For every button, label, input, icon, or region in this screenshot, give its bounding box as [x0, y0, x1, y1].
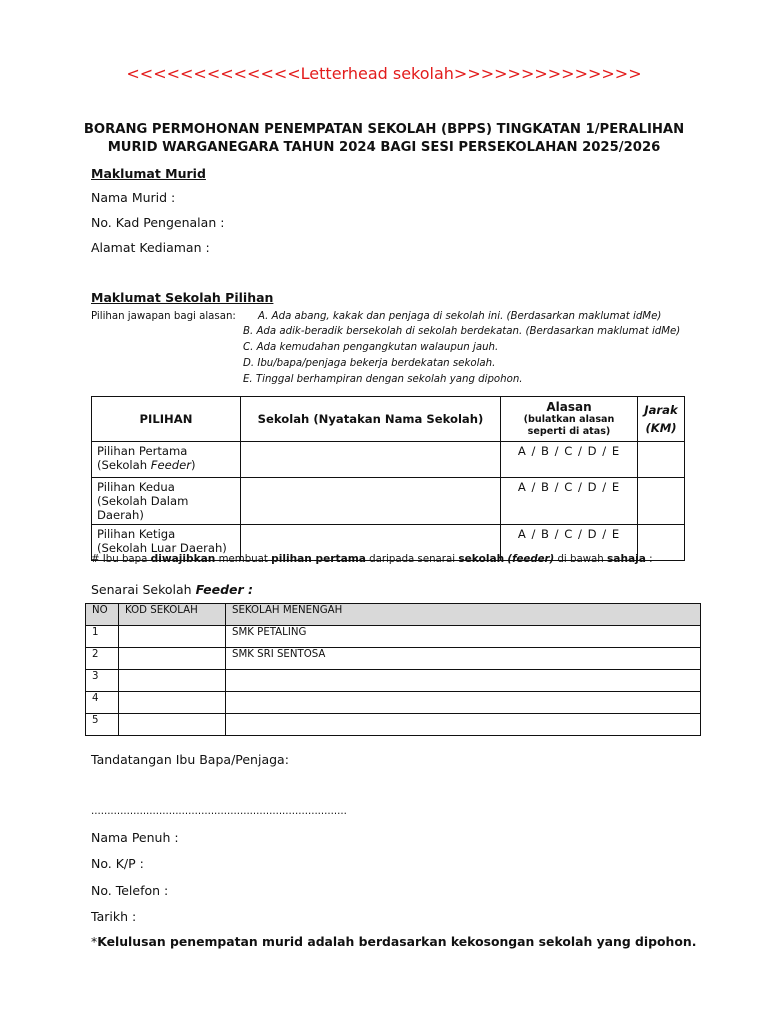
pilihan-name: Pilihan Pertama: [97, 444, 188, 458]
pilihan-type: (Sekolah Dalam Daerah): [97, 494, 189, 522]
alasan-options[interactable]: A / B / C / D / E: [501, 525, 638, 561]
header-sekolah: Sekolah (Nyatakan Nama Sekolah): [241, 397, 501, 442]
form-title-line-1: BORANG PERMOHONAN PENEMPATAN SEKOLAH (BPPS) TINGKATAN 1/PERALIHAN: [83, 122, 685, 137]
header-kod-sekolah: KOD SEKOLAH: [119, 604, 226, 626]
feeder-row: [86, 648, 701, 670]
nama-penuh-field[interactable]: Nama Penuh :: [91, 830, 179, 845]
asterisk-mark: *: [91, 934, 98, 949]
feeder-no: 2: [86, 648, 119, 670]
no-kp-field[interactable]: No. K/P :: [91, 856, 144, 871]
pilihan-name: Pilihan Kedua: [97, 480, 175, 494]
header-no: NO: [86, 604, 119, 626]
pilihan-label: [92, 442, 241, 478]
feeder-header-row: [86, 604, 701, 626]
alasan-options[interactable]: A / B / C / D / E: [501, 478, 638, 525]
feeder-kod[interactable]: [119, 648, 226, 670]
pilihan-type: (Sekolah Luar Daerah): [97, 541, 227, 555]
signature-label: Tandatangan Ibu Bapa/Penjaga:: [91, 752, 289, 767]
section-heading-murid: Maklumat Murid: [91, 166, 206, 181]
sekolah-input-cell[interactable]: [241, 478, 501, 525]
feeder-sekolah[interactable]: [226, 670, 701, 692]
feeder-row: [86, 670, 701, 692]
reason-b: B. Ada adik-beradik bersekolah di sekolah berdekatan. (Berdasarkan maklumat idMe): [243, 326, 681, 337]
pilihan-row: [92, 478, 685, 525]
reason-e: E. Tinggal berhampiran dengan sekolah yang dipohon.: [243, 374, 523, 385]
letterhead: <<<<<<<<<<<<<Letterhead sekolah>>>>>>>>>>>>>>: [126, 64, 642, 83]
feeder-row: [86, 714, 701, 736]
reason-d: D. Ibu/bapa/penjaga bekerja berdekatan sekolah.: [243, 358, 496, 369]
pilihan-type: (Sekolah Feeder): [97, 458, 196, 472]
approval-footnote: *Kelulusan penempatan murid adalah berdasarkan kekosongan sekolah yang dipohon.: [91, 934, 697, 949]
section-heading-sekolah-pilihan: Maklumat Sekolah Pilihan: [91, 290, 274, 305]
form-title-line-2: MURID WARGANEGARA TAHUN 2024 BAGI SESI PERSEKOLAHAN 2025/2026: [107, 140, 661, 155]
nama-murid-field[interactable]: Nama Murid :: [91, 190, 176, 205]
reason-a: A. Ada abang, kakak dan penjaga di sekolah ini. (Berdasarkan maklumat idMe): [258, 311, 662, 322]
header-alasan: [501, 397, 638, 442]
alamat-kediaman-field[interactable]: Alamat Kediaman :: [91, 240, 210, 255]
reasons-intro: Pilihan jawapan bagi alasan:: [91, 311, 236, 322]
header-sekolah-menengah: SEKOLAH MENENGAH: [226, 604, 701, 626]
feeder-sekolah: SMK PETALING: [226, 626, 701, 648]
pilihan-table: [91, 396, 685, 561]
feeder-row: [86, 692, 701, 714]
pilihan-row: [92, 442, 685, 478]
alasan-options[interactable]: A / B / C / D / E: [501, 442, 638, 478]
feeder-no: 5: [86, 714, 119, 736]
jarak-input-cell[interactable]: [638, 478, 685, 525]
reason-c: C. Ada kemudahan pengangkutan walaupun jauh.: [243, 342, 499, 353]
kad-pengenalan-field[interactable]: No. Kad Pengenalan :: [91, 215, 225, 230]
feeder-no: 4: [86, 692, 119, 714]
pilihan-header-row: [92, 397, 685, 442]
signature-line[interactable]: ...............................................................................: [91, 806, 347, 817]
alasan-sublabel: (bulatkan alasan seperti di atas): [523, 414, 615, 437]
pilihan-label: [92, 478, 241, 525]
feeder-kod[interactable]: [119, 714, 226, 736]
feeder-kod[interactable]: [119, 626, 226, 648]
feeder-sekolah[interactable]: [226, 692, 701, 714]
feeder-instruction-note: # Ibu bapa diwajibkan membuat pilihan pertama daripada senarai sekolah (feeder) di bawah sahaja :: [91, 553, 653, 565]
header-jarak: Jarak (KM): [638, 397, 685, 442]
feeder-sekolah[interactable]: [226, 714, 701, 736]
jarak-input-cell[interactable]: [638, 442, 685, 478]
feeder-table: [85, 603, 701, 736]
feeder-no: 3: [86, 670, 119, 692]
no-telefon-field[interactable]: No. Telefon :: [91, 883, 169, 898]
header-pilihan: PILIHAN: [92, 397, 241, 442]
tarikh-field[interactable]: Tarikh :: [91, 909, 137, 924]
feeder-list-heading: Senarai Sekolah Feeder :: [91, 582, 254, 597]
feeder-kod[interactable]: [119, 670, 226, 692]
feeder-sekolah: SMK SRI SENTOSA: [226, 648, 701, 670]
feeder-no: 1: [86, 626, 119, 648]
pilihan-name: Pilihan Ketiga: [97, 527, 176, 541]
feeder-row: [86, 626, 701, 648]
feeder-kod[interactable]: [119, 692, 226, 714]
sekolah-input-cell[interactable]: [241, 442, 501, 478]
alasan-label: Alasan: [546, 400, 592, 414]
